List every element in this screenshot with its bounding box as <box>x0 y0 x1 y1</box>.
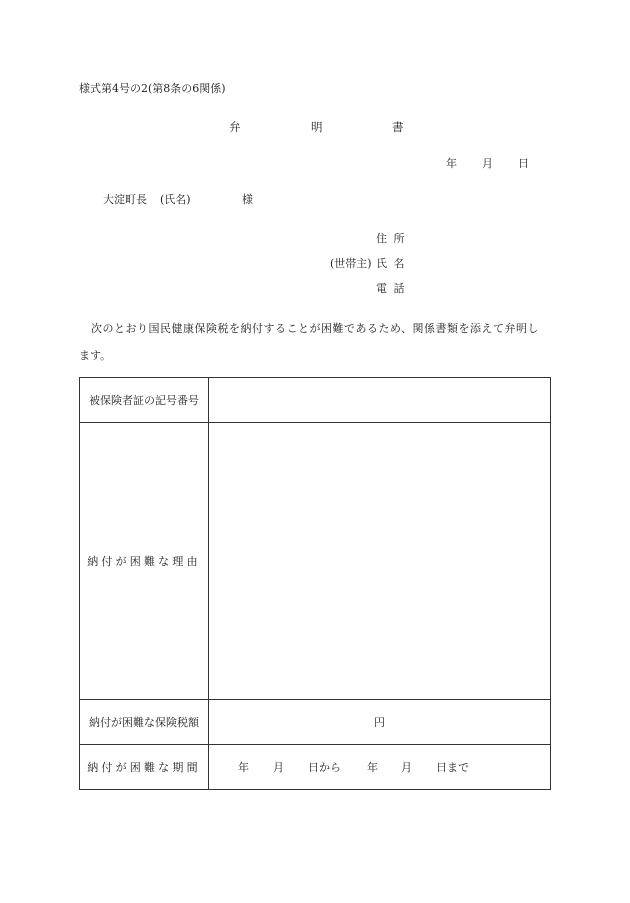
date-year-label: 年 <box>446 157 457 170</box>
difficulty-reason-field[interactable] <box>209 423 551 700</box>
table-row <box>80 423 551 700</box>
addressee-honorific: 様 <box>242 193 253 206</box>
addressee-name-field: (氏名) <box>160 193 191 206</box>
difficulty-period-field[interactable] <box>209 745 551 790</box>
difficult-tax-amount-field[interactable] <box>209 700 551 745</box>
title-char-3: 書 <box>392 120 404 134</box>
title-char-1: 弁 <box>229 120 241 134</box>
addressee-name: 大淀町長 <box>103 193 147 206</box>
householder-prefix: (世帯主) <box>330 257 372 270</box>
application-table <box>79 377 551 790</box>
difficulty-period-label: 納付が困難な期間 <box>80 745 209 790</box>
difficulty-reason-label: 納付が困難な理由 <box>80 423 209 700</box>
table-row <box>80 700 551 745</box>
difficult-tax-amount-label: 納付が困難な保険税額 <box>80 700 209 745</box>
period-start-day: 日から <box>308 761 341 774</box>
statement-text-line1: 次のとおり国民健康保険税を納付することが困難であるため、関係書類を添えて弁明し <box>91 322 540 335</box>
statement-text-line2: ます。 <box>79 349 112 362</box>
address-label: 住 所 <box>376 232 405 245</box>
insurance-card-number-field[interactable] <box>209 378 551 423</box>
name-label: 氏 名 <box>376 257 405 270</box>
period-start-year: 年 <box>238 761 249 774</box>
table-row <box>80 378 551 423</box>
insurance-card-number-label: 被保険者証の記号番号 <box>80 378 209 423</box>
yen-unit: 円 <box>374 716 385 729</box>
phone-label: 電 話 <box>376 282 405 295</box>
date-day-label: 日 <box>518 157 529 170</box>
date-month-label: 月 <box>482 157 493 170</box>
period-start-month: 月 <box>273 761 284 774</box>
period-end-year: 年 <box>367 761 378 774</box>
form-number: 様式第4号の2(第8条の6関係) <box>79 82 226 95</box>
title-char-2: 明 <box>311 120 323 134</box>
period-end-day: 日まで <box>436 761 469 774</box>
period-end-month: 月 <box>401 761 412 774</box>
table-row <box>80 745 551 790</box>
